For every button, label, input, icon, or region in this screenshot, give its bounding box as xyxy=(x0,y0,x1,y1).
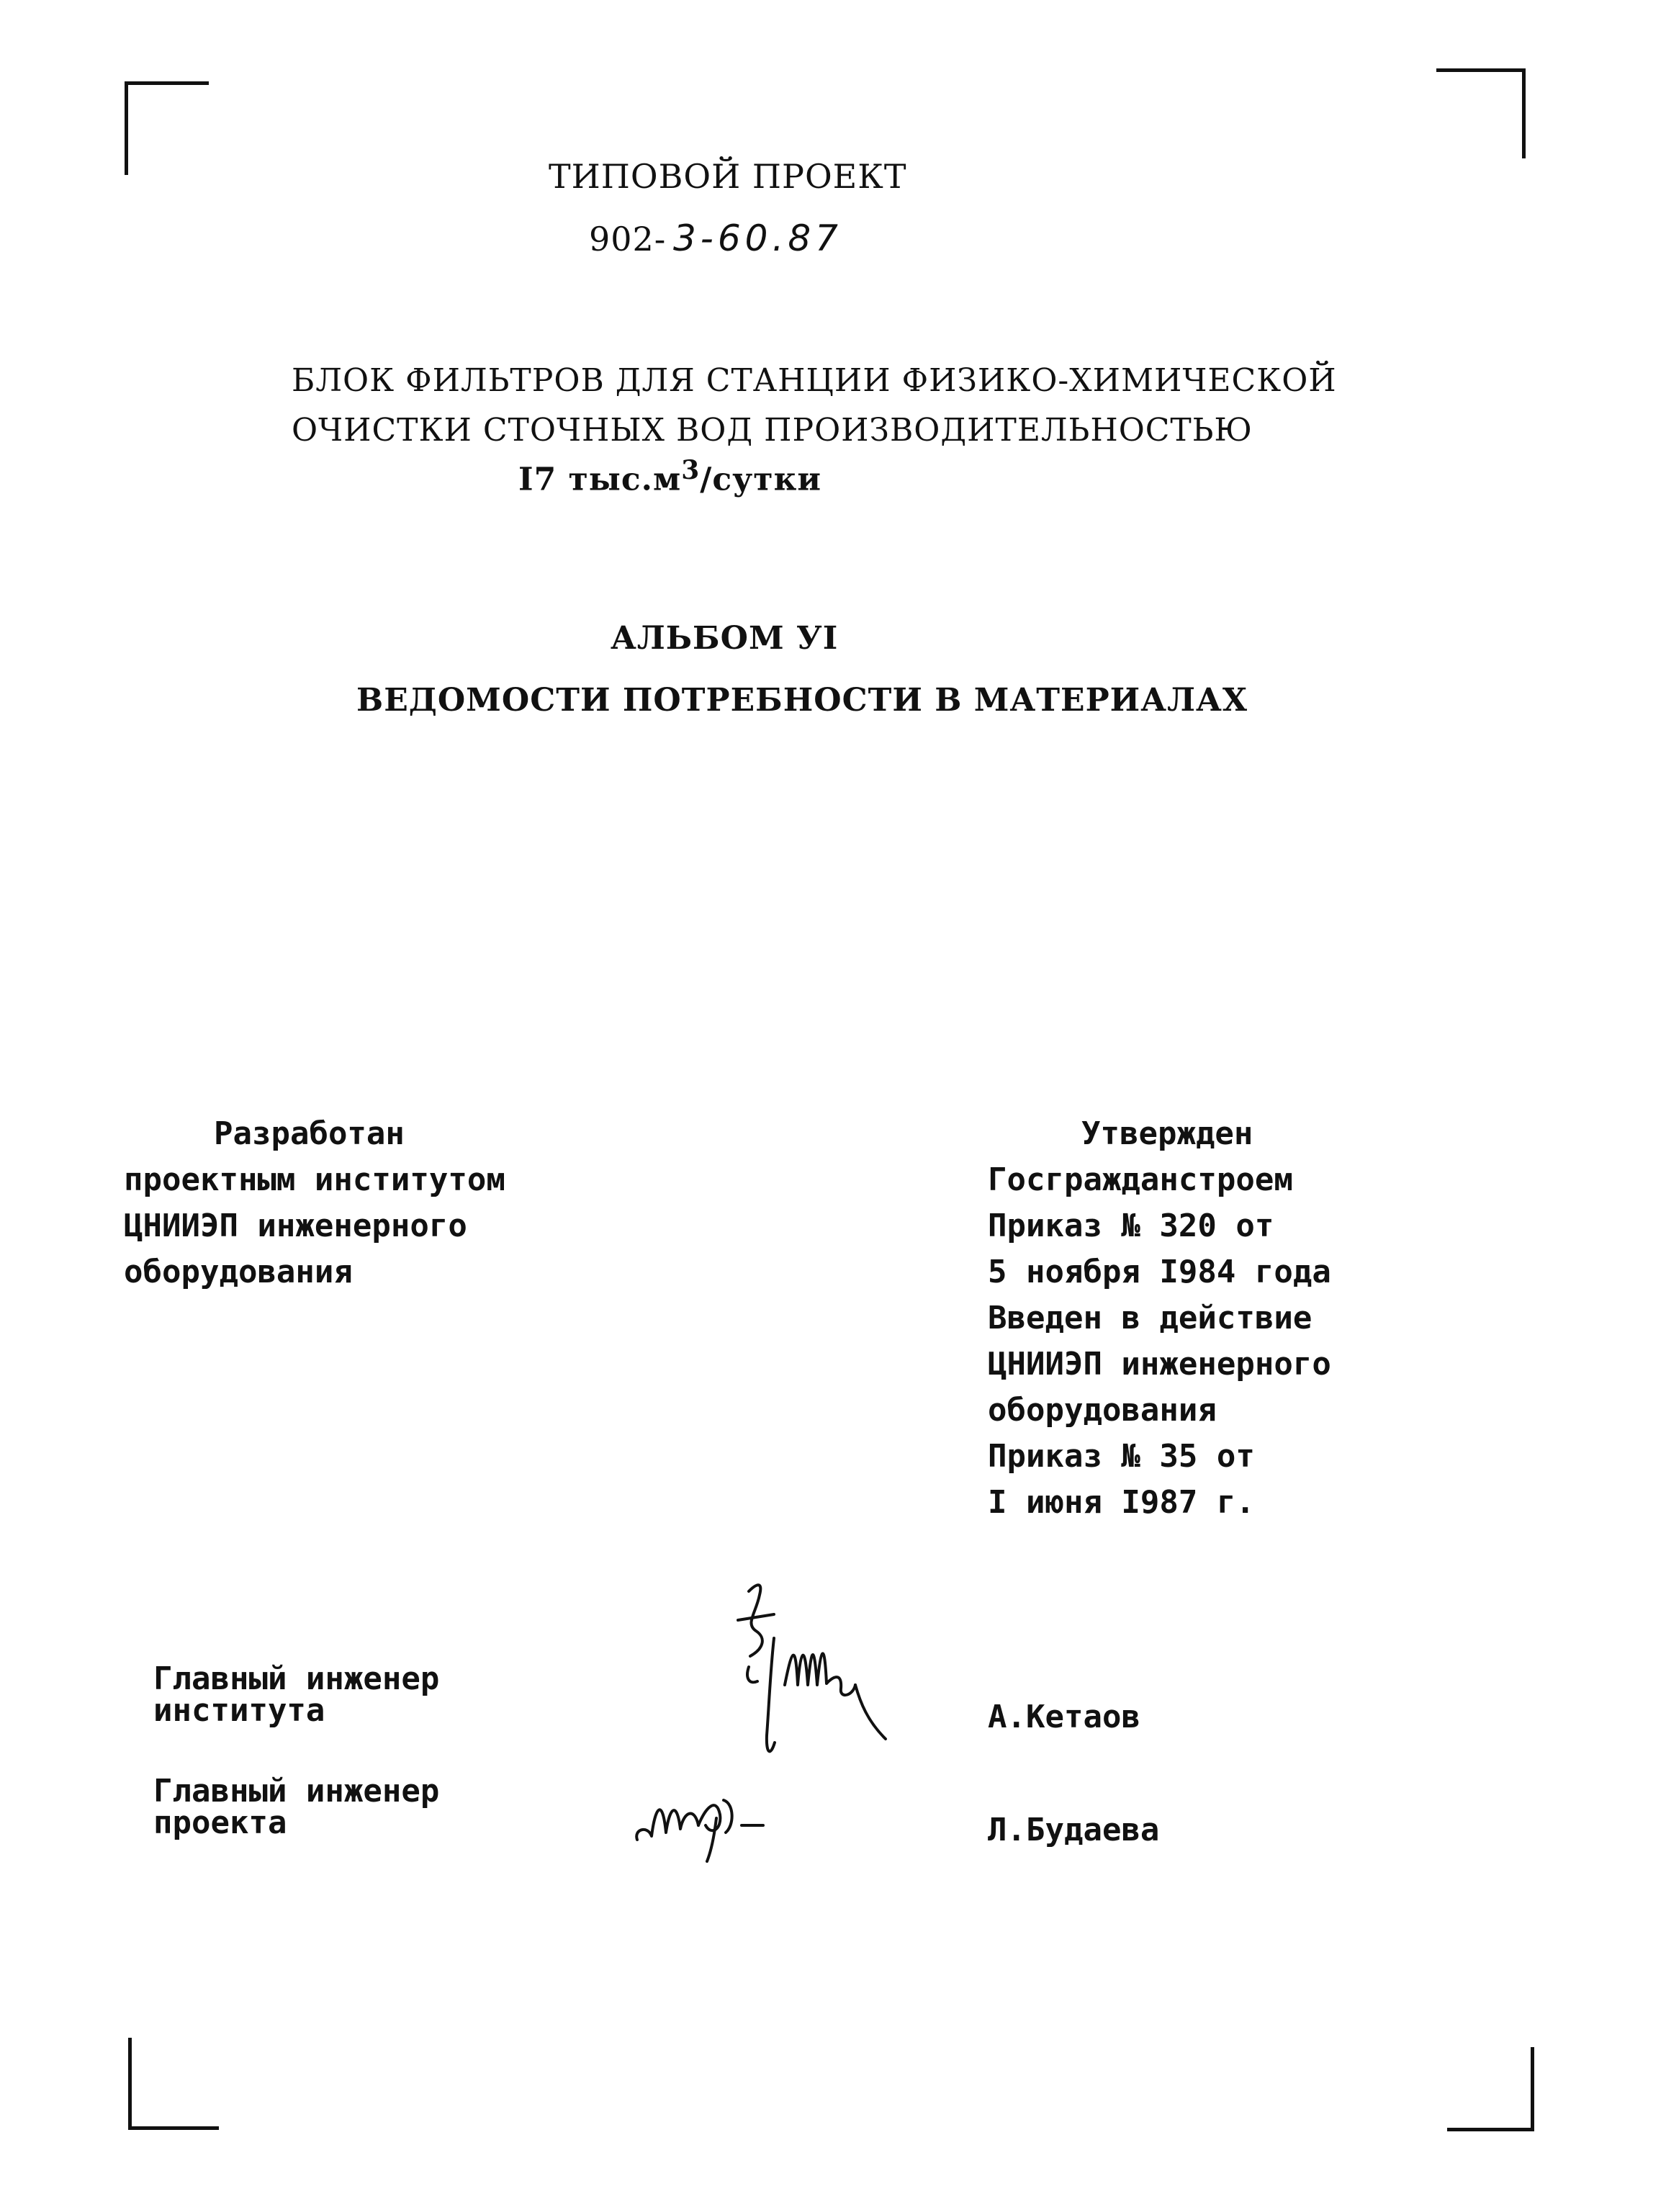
album-title: АЛЬБОМ УI xyxy=(611,620,839,657)
corner-mark-bottom-right-horizontal xyxy=(1447,2128,1534,2131)
signature-role-2 xyxy=(153,1773,440,1841)
developed-line: проектным институтом xyxy=(124,1161,505,1198)
capacity-superscript: 3 xyxy=(681,455,701,485)
approved-line: Введен в действие xyxy=(988,1300,1312,1336)
corner-mark-top-right-vertical xyxy=(1522,68,1526,158)
corner-mark-bottom-left-horizontal xyxy=(128,2126,219,2130)
developed-heading: Разработан xyxy=(214,1115,405,1152)
corner-mark-top-right-horizontal xyxy=(1436,68,1526,72)
approved-heading: Утвержден xyxy=(1081,1115,1253,1152)
approved-line: I июня I987 г. xyxy=(988,1484,1255,1521)
capacity-prefix: I7 тыс.м xyxy=(518,461,682,498)
signature-role-2-line-2: проекта xyxy=(153,1804,287,1841)
approved-line: ЦНИИЭП инженерного xyxy=(988,1346,1331,1382)
signature-role-1-line-2: института xyxy=(153,1692,325,1729)
project-type: ТИПОВОЙ ПРОЕКТ xyxy=(549,157,907,196)
capacity xyxy=(518,455,821,498)
approved-line: оборудования xyxy=(988,1392,1217,1429)
corner-mark-top-left-horizontal xyxy=(125,81,209,85)
approved-line: Приказ № 35 от xyxy=(988,1438,1255,1475)
capacity-suffix: /сутки xyxy=(700,461,821,498)
approved-line: Госгражданстроем xyxy=(988,1161,1293,1198)
corner-mark-top-left-vertical xyxy=(125,83,128,175)
signature-name-2: Л.Будаева xyxy=(988,1812,1160,1848)
developed-line: оборудования xyxy=(124,1254,353,1290)
developed-block xyxy=(124,1111,505,1295)
corner-mark-bottom-right-vertical xyxy=(1531,2047,1534,2131)
approved-line: 5 ноября I984 года xyxy=(988,1254,1331,1290)
handwritten-signature-1 xyxy=(706,1570,922,1779)
signature-role-1 xyxy=(153,1660,440,1729)
title-line-2: ОЧИСТКИ СТОЧНЫХ ВОД ПРОИЗВОДИТЕЛЬНОСТЬЮ xyxy=(292,412,1253,449)
project-number-prefix: 902- xyxy=(589,220,667,258)
developed-line: ЦНИИЭП инженерного xyxy=(124,1208,467,1244)
signature-role-1-line-1: Главный инженер xyxy=(153,1660,440,1697)
project-number-handwritten: 3-60.87 xyxy=(672,217,842,259)
project-number xyxy=(589,217,842,259)
approved-block xyxy=(988,1111,1331,1526)
signature-name-1: А.Кетаов xyxy=(988,1699,1140,1735)
title-line-1: БЛОК ФИЛЬТРОВ ДЛЯ СТАНЦИИ ФИЗИКО-ХИМИЧЕСКОЙ xyxy=(292,362,1337,399)
handwritten-signature-2 xyxy=(626,1757,799,1865)
signature-role-2-line-1: Главный инженер xyxy=(153,1773,440,1809)
corner-mark-bottom-left-vertical xyxy=(128,2038,132,2130)
album-subtitle: ВЕДОМОСТИ ПОТРЕБНОСТИ В МАТЕРИАЛАХ xyxy=(356,682,1248,719)
approved-line: Приказ № 320 от xyxy=(988,1208,1274,1244)
